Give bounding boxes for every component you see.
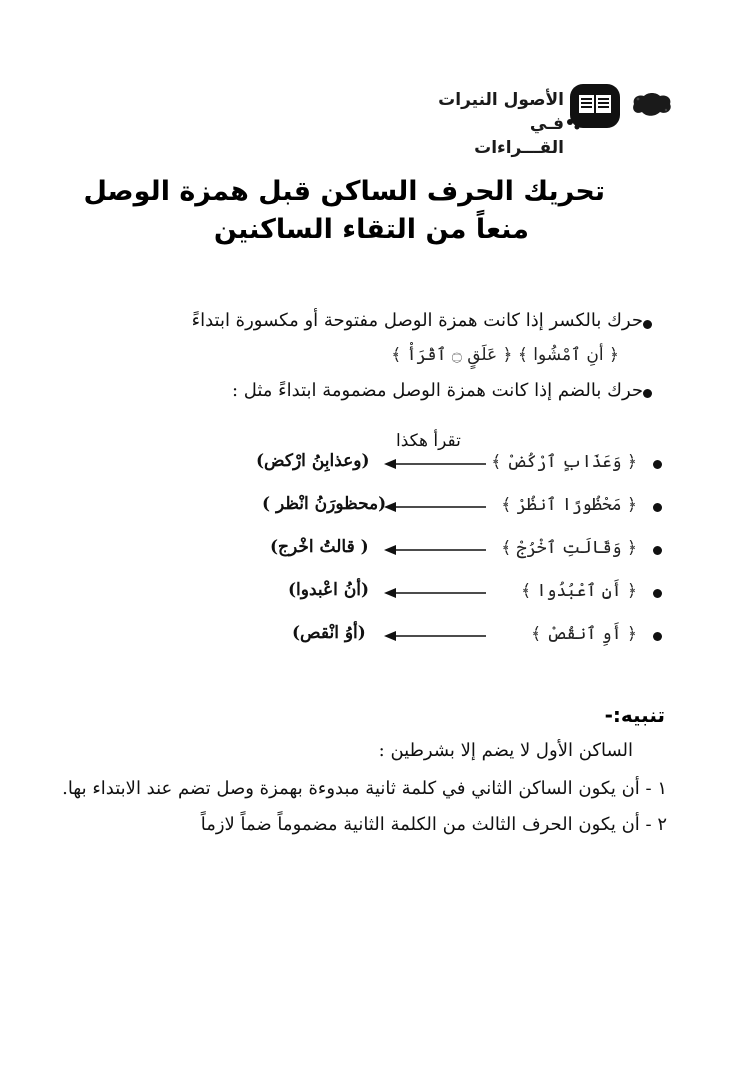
example-original: ﴿ أَنِ ٱعْبُدُوا ﴾	[521, 581, 637, 601]
arrow-left-icon	[384, 544, 486, 556]
page-subtitle: منعاً من التقاء الساكنين	[213, 214, 529, 245]
read-as-label: تقرأ هكذا	[396, 431, 461, 451]
series-title-line2: فـي القـــراءات	[474, 114, 564, 158]
arrow-left-icon	[384, 458, 486, 470]
example-reading: (محظورَنُ انْظر )	[262, 494, 387, 514]
example-original: ﴿ أَوِ ٱنقُصْ ﴾	[531, 624, 637, 644]
arrow-left-icon	[384, 630, 486, 642]
example-reading: (أوُ انْقص)	[292, 623, 366, 643]
bullet-dot	[653, 589, 662, 598]
bullet-dot	[653, 632, 662, 641]
series-title-line1: الأصول النيرات	[438, 90, 564, 110]
bullet-dot	[643, 320, 652, 329]
book-icon	[566, 82, 622, 132]
example-reading: ( قالتُ اخْرج)	[270, 537, 369, 557]
page-title: تحريك الحرف الساكن قبل همزة الوصل	[83, 176, 605, 207]
bullet-dot	[653, 460, 662, 469]
arrow-left-icon	[384, 501, 486, 513]
example-original: ﴿ وَعَذَابٍ ٱرْكُضْ ﴾	[491, 452, 637, 472]
series-title	[436, 88, 564, 160]
arrow-left-icon	[384, 587, 486, 599]
note-condition-2: ٢ - أن يكون الحرف الثالث من الكلمة الثانية مضموماً ضماً لازماً	[200, 814, 667, 835]
ink-blot-icon	[630, 90, 674, 118]
bullet-dot	[653, 503, 662, 512]
example-reading: (وعذابِنُ ارْكض)	[256, 451, 370, 471]
bullet-dot	[643, 389, 652, 398]
note-title: تنبيه:-	[604, 703, 665, 727]
note-intro: الساكن الأول لا يضم إلا بشرطين :	[378, 740, 633, 761]
rule-2-text: حرك بالضم إذا كانت همزة الوصل مضمومة ابتداءً مثل :	[231, 380, 643, 401]
example-original: ﴿ وَقَالَتِ ٱخْرُجْ ﴾	[501, 538, 637, 558]
example-reading: (أنُ اعْبدوا)	[288, 580, 370, 600]
rule-1-text: حرك بالكسر إذا كانت همزة الوصل مفتوحة أو مكسورة ابتداءً	[191, 310, 643, 331]
rule-1-example: ﴿ أنِ ٱمْشُوا ﴾ ﴿ عَلَقٍ ۝ ٱقْرَأْ ﴾	[391, 345, 619, 365]
note-condition-1: ١ - أن يكون الساكن الثاني في كلمة ثانية مبدوءة بهمزة وصل تضم عند الابتداء بها.	[62, 778, 667, 799]
example-original: ﴿ مَحْظُورًا ٱنظُرْ ﴾	[501, 495, 637, 515]
bullet-dot	[653, 546, 662, 555]
